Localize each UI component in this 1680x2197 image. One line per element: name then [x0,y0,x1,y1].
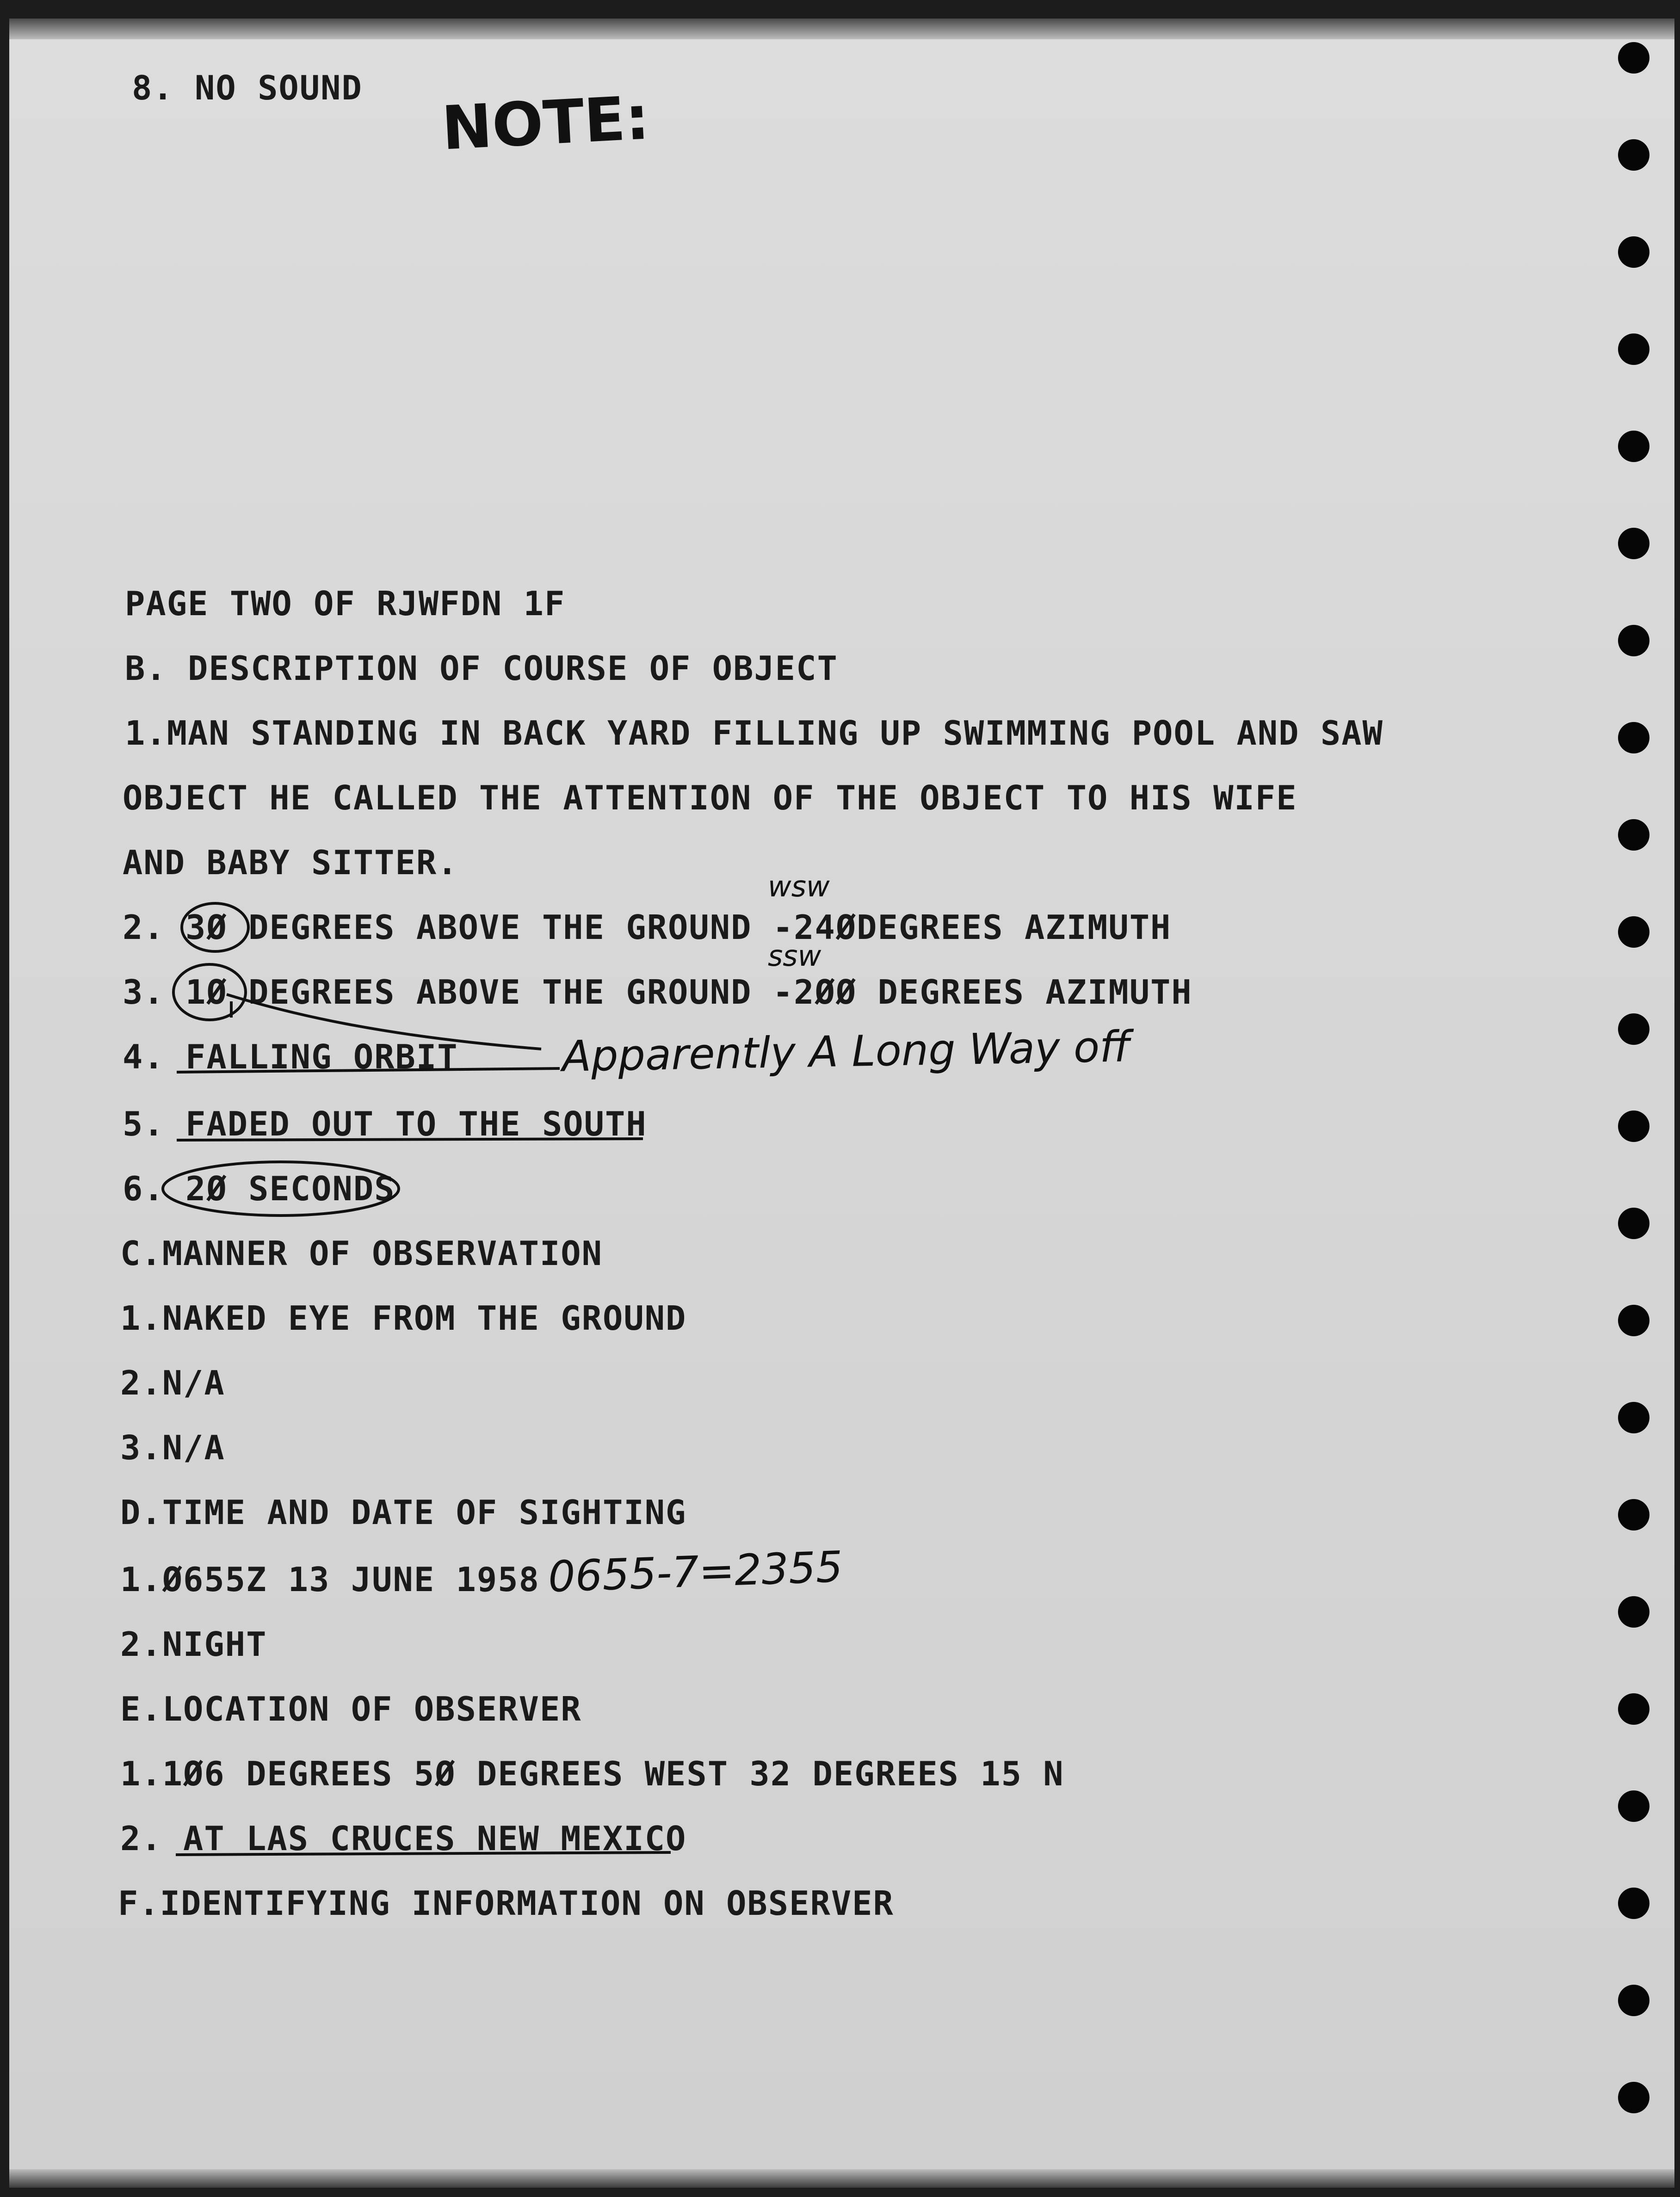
punch-hole [1618,333,1649,365]
handwritten-ssw: ssw [768,939,821,973]
line-b1-a: 1.MAN STANDING IN BACK YARD FILLING UP SWIMMING POOL AND SAW [125,714,1384,753]
line-e1: 1.1Ø6 DEGREES 5Ø DEGREES WEST 32 DEGREES 15 N [120,1754,1064,1793]
punch-hole [1618,1013,1649,1045]
line-page-header: PAGE TWO OF RJWFDN 1F [125,584,566,623]
punch-hole [1618,1499,1649,1530]
punch-hole [1618,1208,1649,1239]
line-b6: 6. 2Ø SECONDS [123,1169,395,1208]
punch-hole [1618,625,1649,656]
punch-hole [1618,1402,1649,1433]
punch-hole [1618,1888,1649,1919]
punch-hole [1618,1596,1649,1628]
document-page [9,19,1674,2188]
line-section-e: E.LOCATION OF OBSERVER [120,1690,582,1728]
handwritten-note-heading: NOTE: [440,82,651,164]
line-d1: 1.Ø655Z 13 JUNE 1958 [120,1560,540,1599]
handwritten-wsw: wsw [768,870,830,903]
line-section-d: D.TIME AND DATE OF SIGHTING [120,1493,687,1532]
punch-hole [1618,2082,1649,2113]
punch-hole [1618,1985,1649,2016]
handwritten-apparently: Apparently A Long Way off [562,1022,1131,1081]
punch-hole [1618,431,1649,462]
line-c1: 1.NAKED EYE FROM THE GROUND [120,1299,687,1338]
punch-hole [1618,139,1649,171]
punch-hole [1618,1111,1649,1142]
punch-hole [1618,42,1649,74]
line-section-b: B. DESCRIPTION OF COURSE OF OBJECT [125,649,838,688]
line-b3: 3. 1Ø DEGREES ABOVE THE GROUND -2ØØ DEGREES AZIMUTH [123,973,1192,1012]
line-c2: 2.N/A [120,1364,225,1402]
tractor-feed-holes [9,19,1674,2188]
punch-hole [1618,236,1649,268]
punch-hole [1618,819,1649,851]
punch-hole [1618,916,1649,948]
line-b1-b: OBJECT HE CALLED THE ATTENTION OF THE OBJECT TO HIS WIFE [123,778,1297,817]
line-b5: 5. FADED OUT TO THE SOUTH [123,1105,647,1143]
line-section-f: F.IDENTIFYING INFORMATION ON OBSERVER [118,1884,894,1923]
line-section-c: C.MANNER OF OBSERVATION [120,1234,603,1273]
line-b4: 4. FALLING ORBIT [123,1037,458,1076]
punch-hole [1618,1790,1649,1822]
line-b1-c: AND BABY SITTER. [123,843,458,882]
punch-hole [1618,528,1649,559]
scan-bottom-edge [9,2169,1674,2188]
handwritten-time-calc: 0655-7=2355 [547,1542,844,1602]
line-b2: 2. 3Ø DEGREES ABOVE THE GROUND -24ØDEGREES AZIMUTH [123,908,1172,947]
line-c3: 3.N/A [120,1428,225,1467]
line-e2: 2. AT LAS CRUCES NEW MEXICO [120,1819,687,1858]
line-d2: 2.NIGHT [120,1625,267,1664]
punch-hole [1618,1693,1649,1725]
punch-hole [1618,722,1649,753]
line-no-sound: 8. NO SOUND [132,68,363,107]
punch-hole [1618,1305,1649,1336]
